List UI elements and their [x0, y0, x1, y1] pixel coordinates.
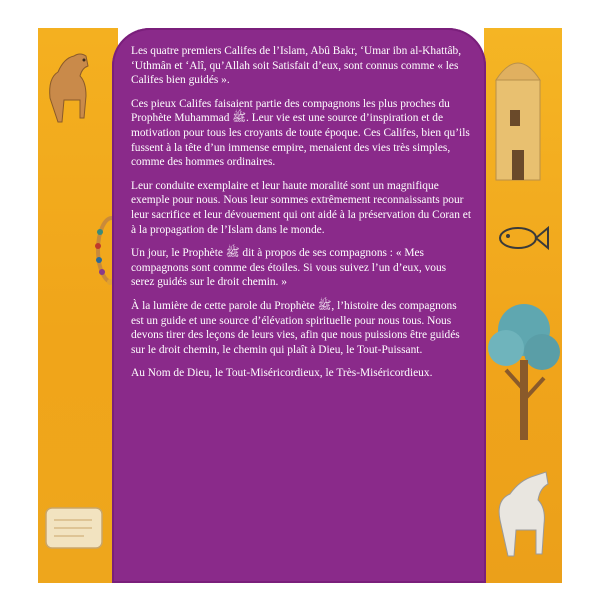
scroll-icon — [40, 498, 110, 558]
tree-icon — [486, 290, 562, 450]
paragraph-guidance: À la lumière de cette parole du Prophète ﷺ, l’histoire des compagnons est un guide et une source d’élévation spirituelle pour nous tous. Nous devons tirer des leçons de leurs vies, afin que nous puissions être guidés sur le droit chemin, le chemin qui plaît à Dieu, le Tout-Puissant. — [131, 299, 460, 356]
building-icon — [488, 40, 548, 190]
fish-icon — [492, 218, 552, 258]
text-content — [131, 44, 471, 390]
paragraph-basmala: Au Nom de Dieu, le Tout-Miséricordieux, le Très-Miséricordieux. — [131, 367, 433, 380]
camel-icon — [40, 38, 100, 134]
paragraph-hadith: Un jour, le Prophète ﷺ dit à propos de ses compagnons : « Mes compagnons sont comme des étoiles. Si vous suivez l’un d’eux, vous serez guidés sur le droit chemin. » — [131, 247, 447, 289]
paragraph-intro: Les quatre premiers Califes de l’Islam, Abû Bakr, ‘Umar ibn al-Khattâb, ‘Uthmân et ‘Alî, qu’Allah soit Satisfait d’eux, sont connus comme « les Califes bien guidés ». — [131, 45, 462, 87]
paragraph-conduct: Leur conduite exemplaire et leur haute moralité sont un magnifique exemple pour nous. Nous leur sommes extrêmement reconnaissants pour leur sacrifice et leur dévouement qui ont aidé à la préservation du Coran et à la propagation de l’Islam dans le monde. — [131, 179, 472, 236]
paragraph-companions: Ces pieux Califes faisaient partie des compagnons les plus proches du Prophète Muhammad ﷺ. Leur vie est une source d’inspiration et de motivation pour tous les croyants de toute époque. Ces Califes, bien qu’ils fussent à la tête d’un immense empire, menaient des vies très simples, comme des hommes ordinaires. — [131, 97, 470, 169]
horse-icon — [486, 450, 562, 570]
